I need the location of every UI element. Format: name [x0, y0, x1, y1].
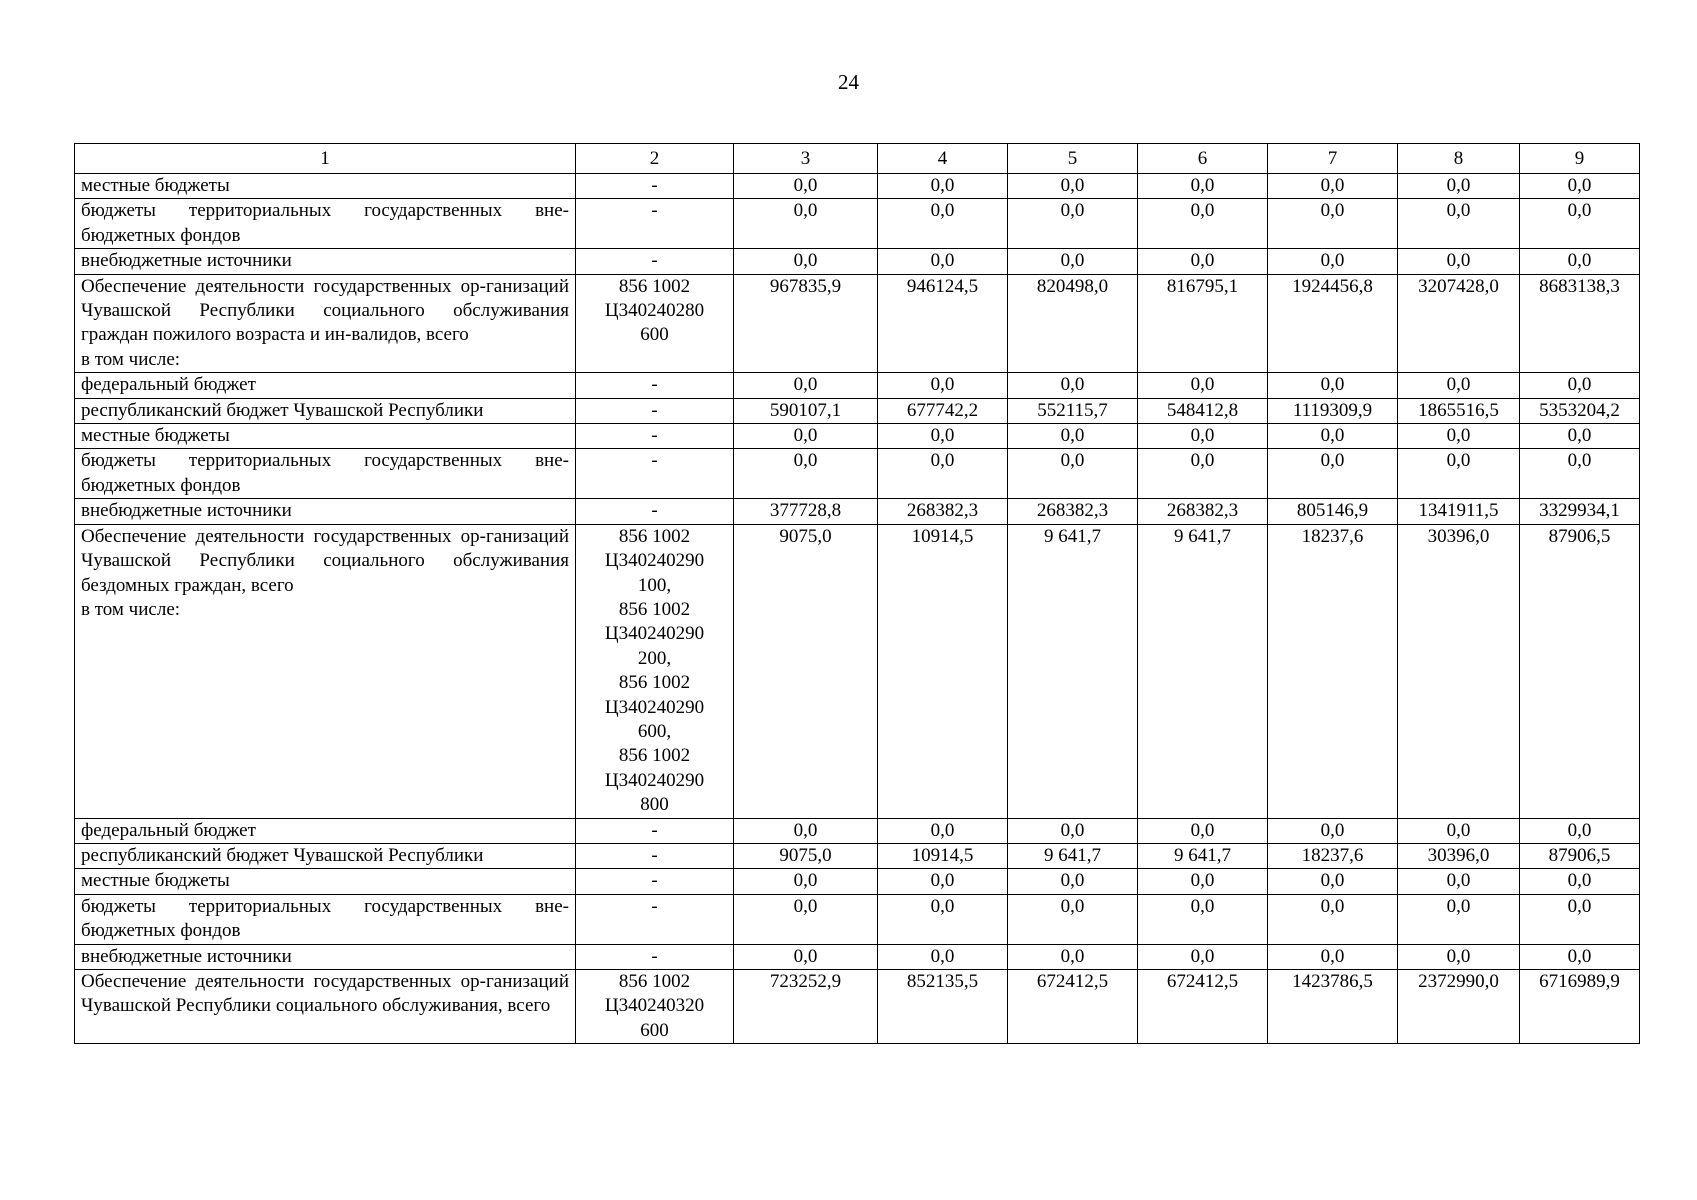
value-cell-col-8: 3207428,0 [1398, 274, 1520, 373]
row-name: федеральный бюджет [81, 819, 256, 841]
value-cell-col-9: 87906,5 [1520, 843, 1640, 868]
column-header-7: 7 [1268, 144, 1398, 174]
value-cell-col-8: 0,0 [1398, 894, 1520, 944]
value-cell-col-5: 0,0 [1008, 449, 1138, 499]
header-row [75, 144, 1640, 174]
row-code-line: 100, [637, 574, 672, 596]
value-cell-col-7: 0,0 [1268, 449, 1398, 499]
value-cell-col-7: 18237,6 [1268, 524, 1398, 818]
value-cell-col-3: 590107,1 [734, 398, 878, 423]
table-row [75, 174, 1640, 199]
value-cell-col-5: 552115,7 [1008, 398, 1138, 423]
value-cell-col-5: 0,0 [1008, 818, 1138, 843]
row-name: республиканский бюджет Чувашской Республики [81, 399, 484, 421]
row-name-cell [75, 424, 576, 449]
row-name: местные бюджеты [81, 175, 230, 196]
row-name: местные бюджеты [81, 425, 230, 447]
value-cell-col-9: 0,0 [1520, 174, 1640, 199]
row-name: внебюджетные источники [81, 500, 292, 522]
value-cell-col-6: 0,0 [1138, 449, 1268, 499]
row-code-line: 856 1002 [618, 745, 691, 767]
value-cell-col-9: 6716989,9 [1520, 970, 1640, 1044]
value-cell-col-6: 0,0 [1138, 869, 1268, 894]
value-cell-col-5: 0,0 [1008, 869, 1138, 894]
value-cell-col-6: 0,0 [1138, 894, 1268, 944]
value-cell-col-5: 820498,0 [1008, 274, 1138, 373]
page-number: 24 [838, 70, 859, 94]
table-row [75, 274, 1640, 373]
value-cell-col-6: 9 641,7 [1138, 843, 1268, 868]
row-name: внебюджетные источники [81, 945, 292, 967]
row-code-line: 856 1002 [618, 275, 691, 297]
value-cell-col-8: 0,0 [1398, 174, 1520, 199]
table-row [75, 843, 1640, 868]
value-cell-col-3: 967835,9 [734, 274, 878, 373]
row-name-cell [75, 449, 576, 499]
value-cell-col-5: 0,0 [1008, 249, 1138, 274]
column-header-4: 4 [878, 144, 1008, 174]
table-row [75, 944, 1640, 969]
value-cell-col-3: 0,0 [734, 174, 878, 199]
value-cell-col-5: 0,0 [1008, 199, 1138, 249]
row-code-line: Ц340240290 [604, 769, 705, 791]
value-cell-col-6: 0,0 [1138, 373, 1268, 398]
row-code-cell: - [576, 449, 734, 499]
value-cell-col-6: 0,0 [1138, 944, 1268, 969]
value-cell-col-4: 0,0 [878, 818, 1008, 843]
row-code-line: Ц340240280 [604, 300, 705, 322]
value-cell-col-3: 723252,9 [734, 970, 878, 1044]
row-code-cell [576, 970, 734, 1044]
row-subtitle: в том числе: [81, 598, 181, 620]
value-cell-col-8: 1865516,5 [1398, 398, 1520, 423]
value-cell-col-3: 0,0 [734, 249, 878, 274]
value-cell-col-8: 1341911,5 [1398, 499, 1520, 524]
table-row [75, 894, 1640, 944]
value-cell-col-3: 0,0 [734, 869, 878, 894]
table-body [75, 174, 1640, 1044]
value-cell-col-3: 0,0 [734, 449, 878, 499]
row-code-line: Ц340240290 [604, 623, 705, 645]
value-cell-col-4: 0,0 [878, 174, 1008, 199]
row-code-line: Ц340240290 [604, 696, 705, 718]
row-code-cell: - [576, 499, 734, 524]
value-cell-col-7: 1924456,8 [1268, 274, 1398, 373]
value-cell-col-9: 5353204,2 [1520, 398, 1640, 423]
row-name-cell [75, 944, 576, 969]
value-cell-col-8: 30396,0 [1398, 843, 1520, 868]
value-cell-col-5: 0,0 [1008, 424, 1138, 449]
value-cell-col-3: 9075,0 [734, 843, 878, 868]
value-cell-col-9: 0,0 [1520, 373, 1640, 398]
value-cell-col-7: 0,0 [1268, 424, 1398, 449]
value-cell-col-6: 0,0 [1138, 174, 1268, 199]
row-name-cell [75, 869, 576, 894]
row-code-cell: - [576, 373, 734, 398]
value-cell-col-4: 0,0 [878, 199, 1008, 249]
value-cell-col-3: 377728,8 [734, 499, 878, 524]
table-row [75, 199, 1640, 249]
value-cell-col-6: 0,0 [1138, 199, 1268, 249]
value-cell-col-4: 0,0 [878, 869, 1008, 894]
row-code-cell: - [576, 944, 734, 969]
row-name-cell [75, 843, 576, 868]
value-cell-col-6: 548412,8 [1138, 398, 1268, 423]
value-cell-col-8: 0,0 [1398, 373, 1520, 398]
value-cell-col-7: 0,0 [1268, 894, 1398, 944]
row-code-line: 600 [640, 324, 669, 346]
value-cell-col-3: 0,0 [734, 944, 878, 969]
row-name-cell [75, 199, 576, 249]
table-row [75, 449, 1640, 499]
budget-table [74, 143, 1640, 1044]
value-cell-col-7: 0,0 [1268, 373, 1398, 398]
value-cell-col-6: 0,0 [1138, 249, 1268, 274]
row-code-cell: - [576, 843, 734, 868]
value-cell-col-9: 0,0 [1520, 424, 1640, 449]
value-cell-col-9: 0,0 [1520, 199, 1640, 249]
value-cell-col-4: 0,0 [878, 373, 1008, 398]
value-cell-col-5: 0,0 [1008, 894, 1138, 944]
value-cell-col-9: 0,0 [1520, 818, 1640, 843]
column-header-8: 8 [1398, 144, 1520, 174]
value-cell-col-5: 268382,3 [1008, 499, 1138, 524]
row-code-line: Ц340240320 [604, 995, 705, 1017]
value-cell-col-5: 9 641,7 [1008, 843, 1138, 868]
row-name-cell [75, 524, 576, 818]
value-cell-col-9: 0,0 [1520, 944, 1640, 969]
value-cell-col-4: 946124,5 [878, 274, 1008, 373]
row-code-cell: - [576, 398, 734, 423]
row-name: бюджеты территориальных государственных вне-бюджетных фондов [81, 200, 569, 246]
value-cell-col-7: 0,0 [1268, 944, 1398, 969]
value-cell-col-4: 268382,3 [878, 499, 1008, 524]
column-header-6: 6 [1138, 144, 1268, 174]
value-cell-col-9: 0,0 [1520, 249, 1640, 274]
row-code-cell: - [576, 818, 734, 843]
value-cell-col-8: 2372990,0 [1398, 970, 1520, 1044]
row-name: бюджеты территориальных государственных вне-бюджетных фондов [81, 450, 569, 496]
row-name-cell [75, 818, 576, 843]
value-cell-col-4: 0,0 [878, 424, 1008, 449]
row-code-cell [576, 274, 734, 373]
column-header-2: 2 [576, 144, 734, 174]
table-row [75, 424, 1640, 449]
row-name: республиканский бюджет Чувашской Республики [81, 844, 484, 866]
value-cell-col-9: 0,0 [1520, 869, 1640, 894]
row-code-line: 800 [640, 794, 669, 816]
row-code-cell: - [576, 174, 734, 199]
value-cell-col-3: 0,0 [734, 199, 878, 249]
value-cell-col-9: 3329934,1 [1520, 499, 1640, 524]
row-name: бюджеты территориальных государственных вне-бюджетных фондов [81, 895, 569, 942]
value-cell-col-4: 10914,5 [878, 524, 1008, 818]
row-code-cell: - [576, 249, 734, 274]
value-cell-col-8: 0,0 [1398, 249, 1520, 274]
row-name-cell [75, 894, 576, 944]
value-cell-col-4: 0,0 [878, 449, 1008, 499]
column-header-9: 9 [1520, 144, 1640, 174]
table-row [75, 373, 1640, 398]
value-cell-col-6: 9 641,7 [1138, 524, 1268, 818]
value-cell-col-8: 0,0 [1398, 944, 1520, 969]
value-cell-col-5: 0,0 [1008, 373, 1138, 398]
row-name-cell [75, 274, 576, 373]
row-name-cell [75, 970, 576, 1044]
value-cell-col-6: 268382,3 [1138, 499, 1268, 524]
value-cell-col-7: 0,0 [1268, 818, 1398, 843]
value-cell-col-7: 0,0 [1268, 199, 1398, 249]
row-name-cell [75, 174, 576, 199]
row-code-cell: - [576, 199, 734, 249]
row-code-line: 856 1002 [618, 598, 691, 620]
column-header-5: 5 [1008, 144, 1138, 174]
table-row [75, 869, 1640, 894]
table-row [75, 524, 1640, 818]
value-cell-col-9: 0,0 [1520, 894, 1640, 944]
value-cell-col-4: 852135,5 [878, 970, 1008, 1044]
row-name: внебюджетные источники [81, 250, 292, 272]
value-cell-col-7: 0,0 [1268, 869, 1398, 894]
table-row [75, 970, 1640, 1044]
value-cell-col-8: 0,0 [1398, 424, 1520, 449]
column-header-3: 3 [734, 144, 878, 174]
row-name-cell [75, 499, 576, 524]
value-cell-col-7: 18237,6 [1268, 843, 1398, 868]
value-cell-col-5: 0,0 [1008, 174, 1138, 199]
value-cell-col-5: 9 641,7 [1008, 524, 1138, 818]
table-row [75, 249, 1640, 274]
value-cell-col-9: 8683138,3 [1520, 274, 1640, 373]
row-name-cell [75, 373, 576, 398]
row-code-line: 856 1002 [618, 525, 691, 547]
value-cell-col-6: 816795,1 [1138, 274, 1268, 373]
value-cell-col-8: 0,0 [1398, 869, 1520, 894]
value-cell-col-8: 30396,0 [1398, 524, 1520, 818]
row-name: местные бюджеты [81, 870, 230, 892]
value-cell-col-8: 0,0 [1398, 199, 1520, 249]
row-code-cell [576, 524, 734, 818]
value-cell-col-3: 0,0 [734, 424, 878, 449]
table-row [75, 499, 1640, 524]
column-header-1: 1 [75, 144, 576, 174]
row-code-line: 600, [637, 720, 672, 742]
table-row [75, 398, 1640, 423]
value-cell-col-7: 0,0 [1268, 174, 1398, 199]
value-cell-col-6: 672412,5 [1138, 970, 1268, 1044]
value-cell-col-4: 677742,2 [878, 398, 1008, 423]
row-name-cell [75, 398, 576, 423]
row-code-cell: - [576, 894, 734, 944]
row-name: Обеспечение деятельности государственных ор-ганизаций Чувашской Республики социального обслуживания, всего [81, 971, 569, 1017]
value-cell-col-7: 805146,9 [1268, 499, 1398, 524]
value-cell-col-8: 0,0 [1398, 449, 1520, 499]
value-cell-col-3: 0,0 [734, 894, 878, 944]
value-cell-col-9: 0,0 [1520, 449, 1640, 499]
row-name-cell [75, 249, 576, 274]
row-code-line: 856 1002 [618, 971, 691, 992]
value-cell-col-3: 0,0 [734, 818, 878, 843]
value-cell-col-7: 1119309,9 [1268, 398, 1398, 423]
row-code-cell: - [576, 869, 734, 894]
value-cell-col-4: 0,0 [878, 249, 1008, 274]
row-code-line: 856 1002 [618, 672, 691, 694]
row-code-line: Ц340240290 [604, 550, 705, 572]
value-cell-col-6: 0,0 [1138, 818, 1268, 843]
row-subtitle: в том числе: [81, 348, 181, 370]
value-cell-col-5: 672412,5 [1008, 970, 1138, 1044]
value-cell-col-4: 0,0 [878, 944, 1008, 969]
row-code-line: 600 [640, 1019, 669, 1041]
value-cell-col-9: 87906,5 [1520, 524, 1640, 818]
value-cell-col-6: 0,0 [1138, 424, 1268, 449]
row-name: федеральный бюджет [81, 374, 256, 396]
row-name: Обеспечение деятельности государственных ор-ганизаций Чувашской Республики социального обслуживания граждан пожилого возраста и ин-валидов, всего [81, 275, 569, 346]
value-cell-col-4: 10914,5 [878, 843, 1008, 868]
value-cell-col-3: 0,0 [734, 373, 878, 398]
value-cell-col-5: 0,0 [1008, 944, 1138, 969]
value-cell-col-4: 0,0 [878, 894, 1008, 944]
value-cell-col-8: 0,0 [1398, 818, 1520, 843]
table-row [75, 818, 1640, 843]
value-cell-col-3: 9075,0 [734, 524, 878, 818]
value-cell-col-7: 1423786,5 [1268, 970, 1398, 1044]
row-code-line: 200, [637, 647, 672, 669]
row-name: Обеспечение деятельности государственных ор-ганизаций Чувашской Республики социального обслуживания бездомных граждан, всего [81, 525, 569, 596]
value-cell-col-7: 0,0 [1268, 249, 1398, 274]
row-code-cell: - [576, 424, 734, 449]
